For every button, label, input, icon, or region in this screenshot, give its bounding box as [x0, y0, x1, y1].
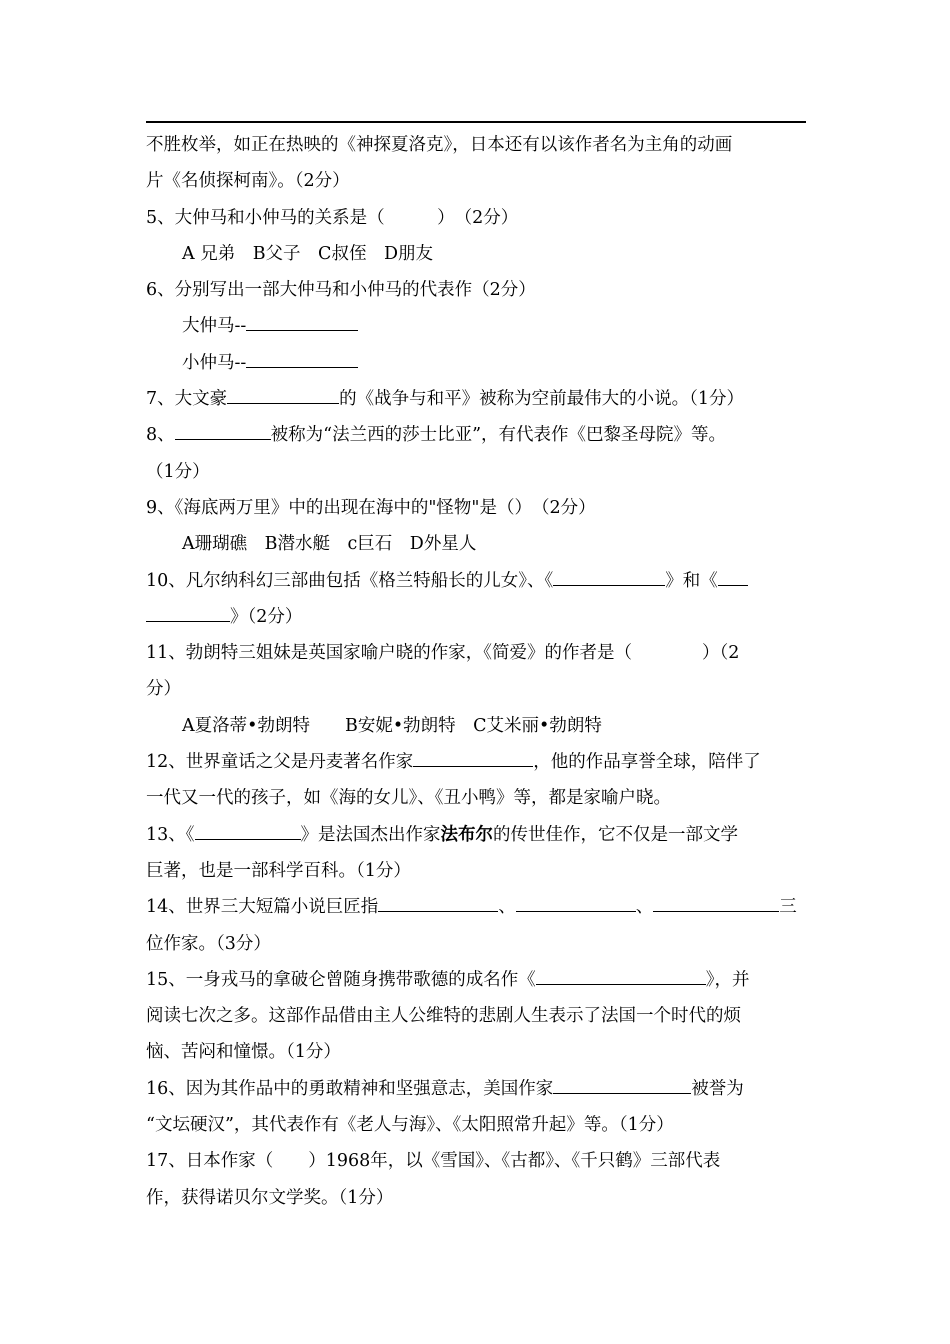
- question-5-options: A 兄弟 B父子 C叔侄 D朋友: [182, 243, 433, 264]
- question-8: 8、 被称为“法兰西的莎士比亚”，有代表作《巴黎圣母院》等。: [146, 417, 808, 453]
- question-10: 10、凡尔纳科幻三部曲包括《格兰特船长的儿女》、《 》和《: [146, 563, 808, 599]
- text-line: 不胜枚举，如正在热映的《神探夏洛克》，日本还有以该作者名为主角的动画: [146, 135, 733, 155]
- document-body: [146, 127, 808, 1216]
- answer-blank[interactable]: [653, 891, 779, 912]
- text-line: “文坛硬汉”，其代表作有《老人与海》、《太阳照常升起》等。（1分）: [146, 1115, 674, 1136]
- text-line: 巨著，也是一部科学百科。（1分）: [146, 860, 411, 881]
- question-9-options: A珊瑚礁 B潜水艇 c巨石 D外星人: [182, 534, 477, 555]
- question-13: 13、《 》是法国杰出作家法布尔的传世佳作，它不仅是一部文学: [146, 817, 808, 853]
- text-line: （1分）: [146, 461, 210, 482]
- answer-blank[interactable]: [413, 746, 533, 767]
- answer-blank[interactable]: [378, 891, 498, 912]
- answer-blank[interactable]: [175, 419, 271, 440]
- text-line: 作，获得诺贝尔文学奖。（1分）: [146, 1187, 394, 1208]
- text-line: 》（2分）: [146, 599, 808, 635]
- question-14: 14、世界三大短篇小说巨匠指 、 、 三: [146, 889, 808, 925]
- answer-blank[interactable]: [516, 891, 636, 912]
- answer-blank[interactable]: [246, 310, 358, 331]
- answer-blank[interactable]: [246, 347, 358, 368]
- answer-blank[interactable]: [227, 383, 339, 404]
- answer-blank[interactable]: [718, 564, 748, 585]
- question-16: 16、因为其作品中的勇敢精神和坚强意志，美国作家 被誉为: [146, 1071, 808, 1107]
- question-6-answer-dumas-pere: 大仲马--: [146, 308, 808, 344]
- text-line: 分）: [146, 679, 181, 700]
- question-5: 5、大仲马和小仲马的关系是（ ） （2分）: [146, 207, 519, 228]
- answer-blank[interactable]: [553, 1073, 691, 1094]
- question-12: 12、世界童话之父是丹麦著名作家 ，他的作品享誉全球，陪伴了: [146, 744, 808, 780]
- question-6: 6、分别写出一部大仲马和小仲马的代表作（2分）: [146, 280, 536, 301]
- author-name-bold: 法布尔: [440, 824, 494, 845]
- answer-blank[interactable]: [553, 564, 665, 585]
- answer-blank[interactable]: [195, 819, 301, 840]
- header-rule: [146, 121, 806, 123]
- question-7: 7、大文豪 的《战争与和平》被称为空前最伟大的小说。（1分）: [146, 381, 808, 417]
- question-11-options: A夏洛蒂•勃朗特 B安妮•勃朗特 C艾米丽•勃朗特: [182, 715, 602, 736]
- question-9: 9、《海底两万里》中的出现在海中的"怪物"是（） （2分）: [146, 497, 596, 518]
- text-line: 位作家。（3分）: [146, 933, 271, 954]
- text-line: 恼、苦闷和憧憬。（1分）: [146, 1042, 341, 1063]
- text-line: 阅读七次之多。这部作品借由主人公维特的悲剧人生表示了法国一个时代的烦: [146, 1006, 741, 1027]
- answer-blank[interactable]: [146, 601, 230, 622]
- text-line: 片《名侦探柯南》。（2分）: [146, 171, 350, 192]
- answer-blank[interactable]: [536, 964, 706, 985]
- question-17: 17、日本作家（ ）1968年，以《雪国》、《古都》、《千只鹤》三部代表: [146, 1151, 721, 1172]
- question-6-answer-dumas-fils: 小仲马--: [146, 345, 808, 381]
- question-15: 15、一身戎马的拿破仑曾随身携带歌德的成名作《 》，并: [146, 962, 808, 998]
- question-11: 11、勃朗特三姐妹是英国家喻户晓的作家，《简爱》的作者是（ ）（2: [146, 643, 740, 664]
- text-line: 一代又一代的孩子，如《海的女儿》、《丑小鸭》等，都是家喻户晓。: [146, 788, 671, 809]
